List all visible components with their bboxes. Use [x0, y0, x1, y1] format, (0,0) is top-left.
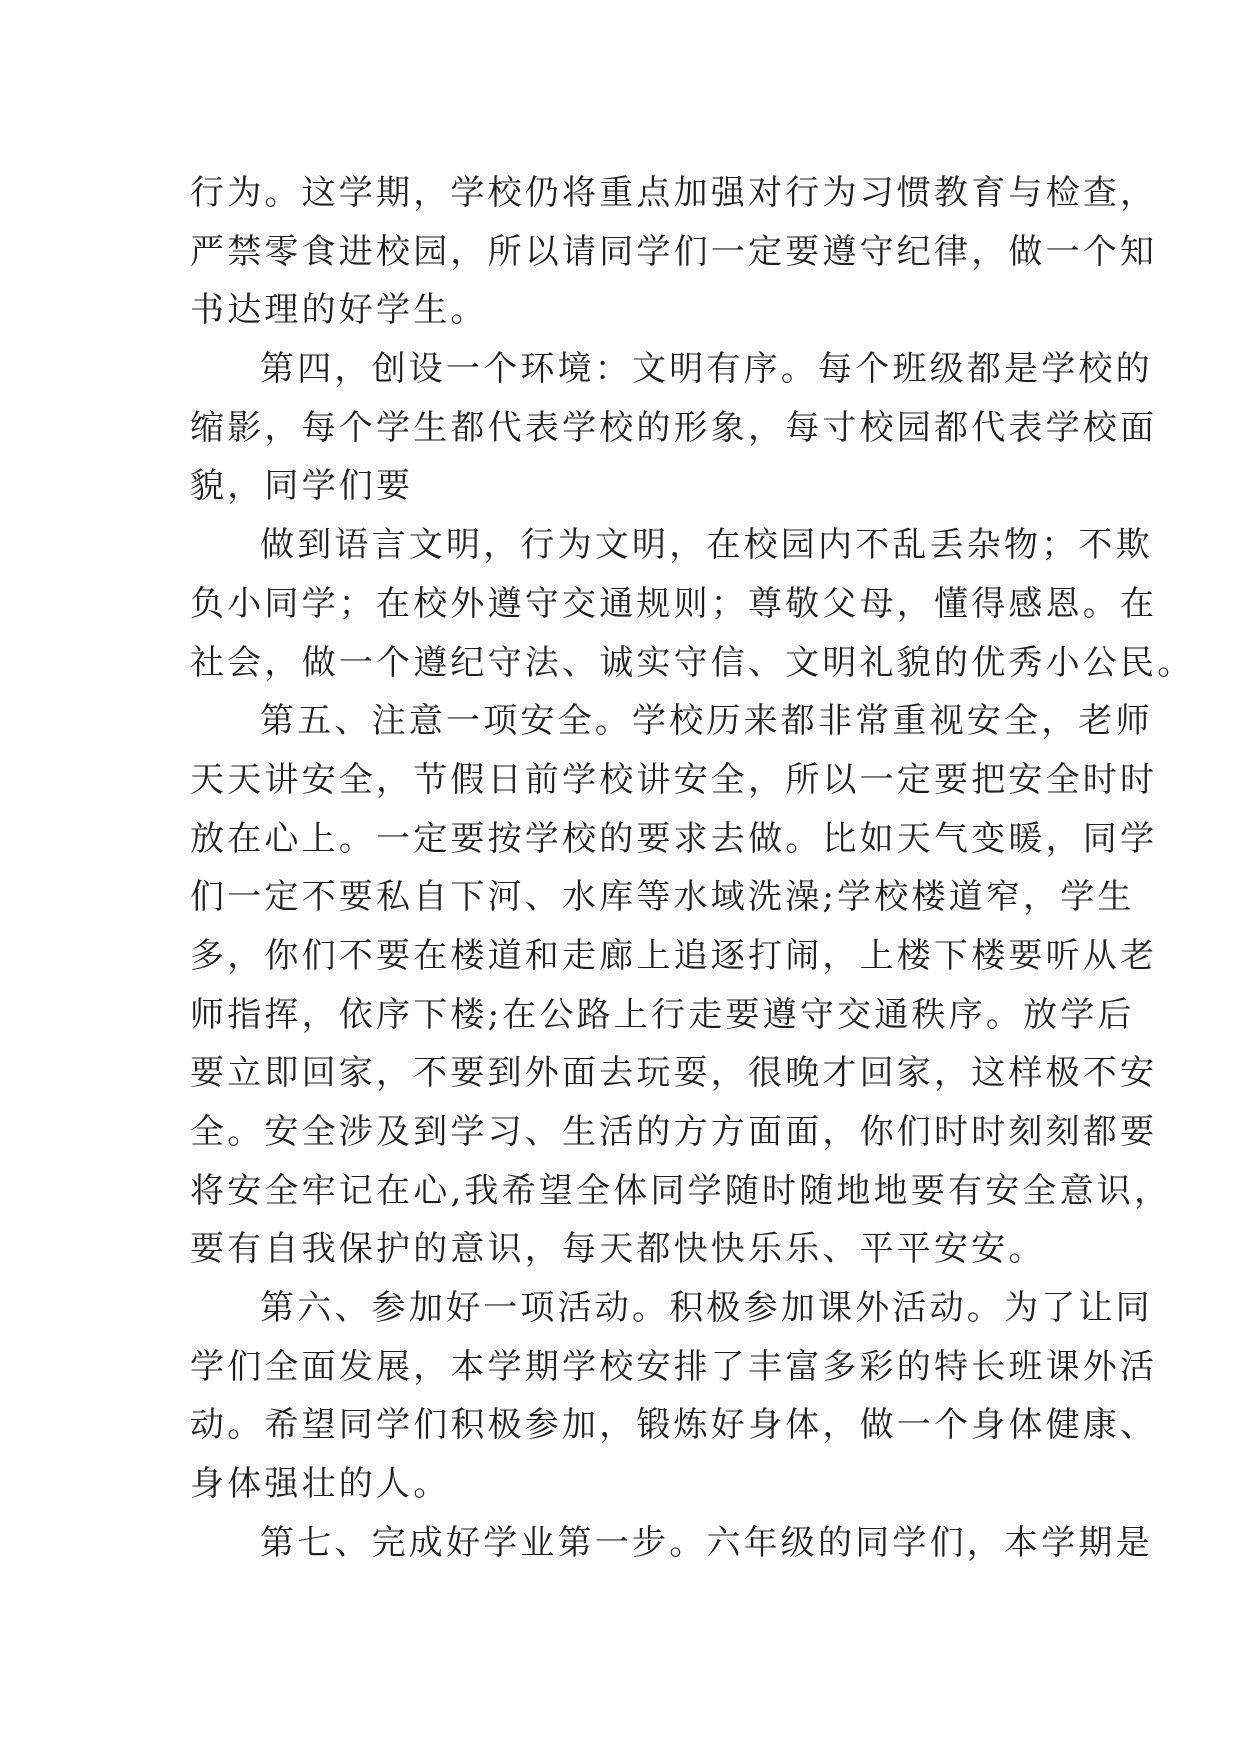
text-line: 行为。这学期，学校仍将重点加强对行为习惯教育与检查， [190, 173, 1158, 213]
text-line: 将安全牢记在心,我希望全体同学随时随地地要有安全意识， [190, 1170, 1172, 1211]
text-line: 书达理的好学生。 [190, 290, 488, 331]
text-line: 身体强壮的人。 [190, 1464, 451, 1505]
text-line: 严禁零食进校园，所以请同学们一定要遵守纪律，做一个知 [190, 231, 1158, 272]
text-line: 放在心上。一定要按学校的要求去做。比如天气变暖，同学 [190, 818, 1158, 859]
paragraph-start-line: 做到语言文明，行为文明，在校园内不乱丢杂物；不欺 [260, 525, 1153, 566]
text-line: 要有自我保护的意识，每天都快快乐乐、平平安安。 [190, 1229, 1046, 1270]
text-line: 学们全面发展，本学期学校安排了丰富多彩的特长班课外活 [190, 1346, 1158, 1387]
paragraph-start-line: 第七、完成好学业第一步。六年级的同学们，本学期是 [260, 1522, 1153, 1563]
paragraph-start-line: 第六、参加好一项活动。积极参加课外活动。为了让同 [260, 1288, 1153, 1329]
document-body [190, 164, 1195, 1573]
paragraph-start-line: 第四，创设一个环境：文明有序。每个班级都是学校的 [260, 349, 1153, 390]
text-line: 要立即回家，不要到外面去玩耍，很晚才回家，这样极不安 [190, 1053, 1158, 1094]
text-line: 天天讲安全，节假日前学校讲安全，所以一定要把安全时时 [190, 759, 1158, 800]
text-line: 负小同学；在校外遵守交通规则；尊敬父母，懂得感恩。在 [190, 583, 1158, 624]
text-line: 貌，同学们要 [190, 466, 414, 507]
text-line: 动。希望同学们积极参加，锻炼好身体，做一个身体健康、 [190, 1405, 1158, 1446]
text-line: 师指挥，依序下楼;在公路上行走要遵守交通秩序。放学后 [190, 994, 1135, 1035]
text-line: 社会，做一个遵纪守法、诚实守信、文明礼貌的优秀小公民。 [190, 642, 1195, 683]
text-line: 多，你们不要在楼道和走廊上追逐打闹，上楼下楼要听从老 [190, 935, 1158, 976]
paragraph-start-line: 第五、注意一项安全。学校历来都非常重视安全，老师 [260, 701, 1153, 742]
text-line: 全。安全涉及到学习、生活的方方面面，你们时时刻刻都要 [190, 1112, 1158, 1152]
text-line: 们一定不要私自下河、水库等水域洗澡;学校楼道窄，学生 [190, 877, 1135, 918]
text-line: 缩影，每个学生都代表学校的形象，每寸校园都代表学校面 [190, 407, 1158, 448]
